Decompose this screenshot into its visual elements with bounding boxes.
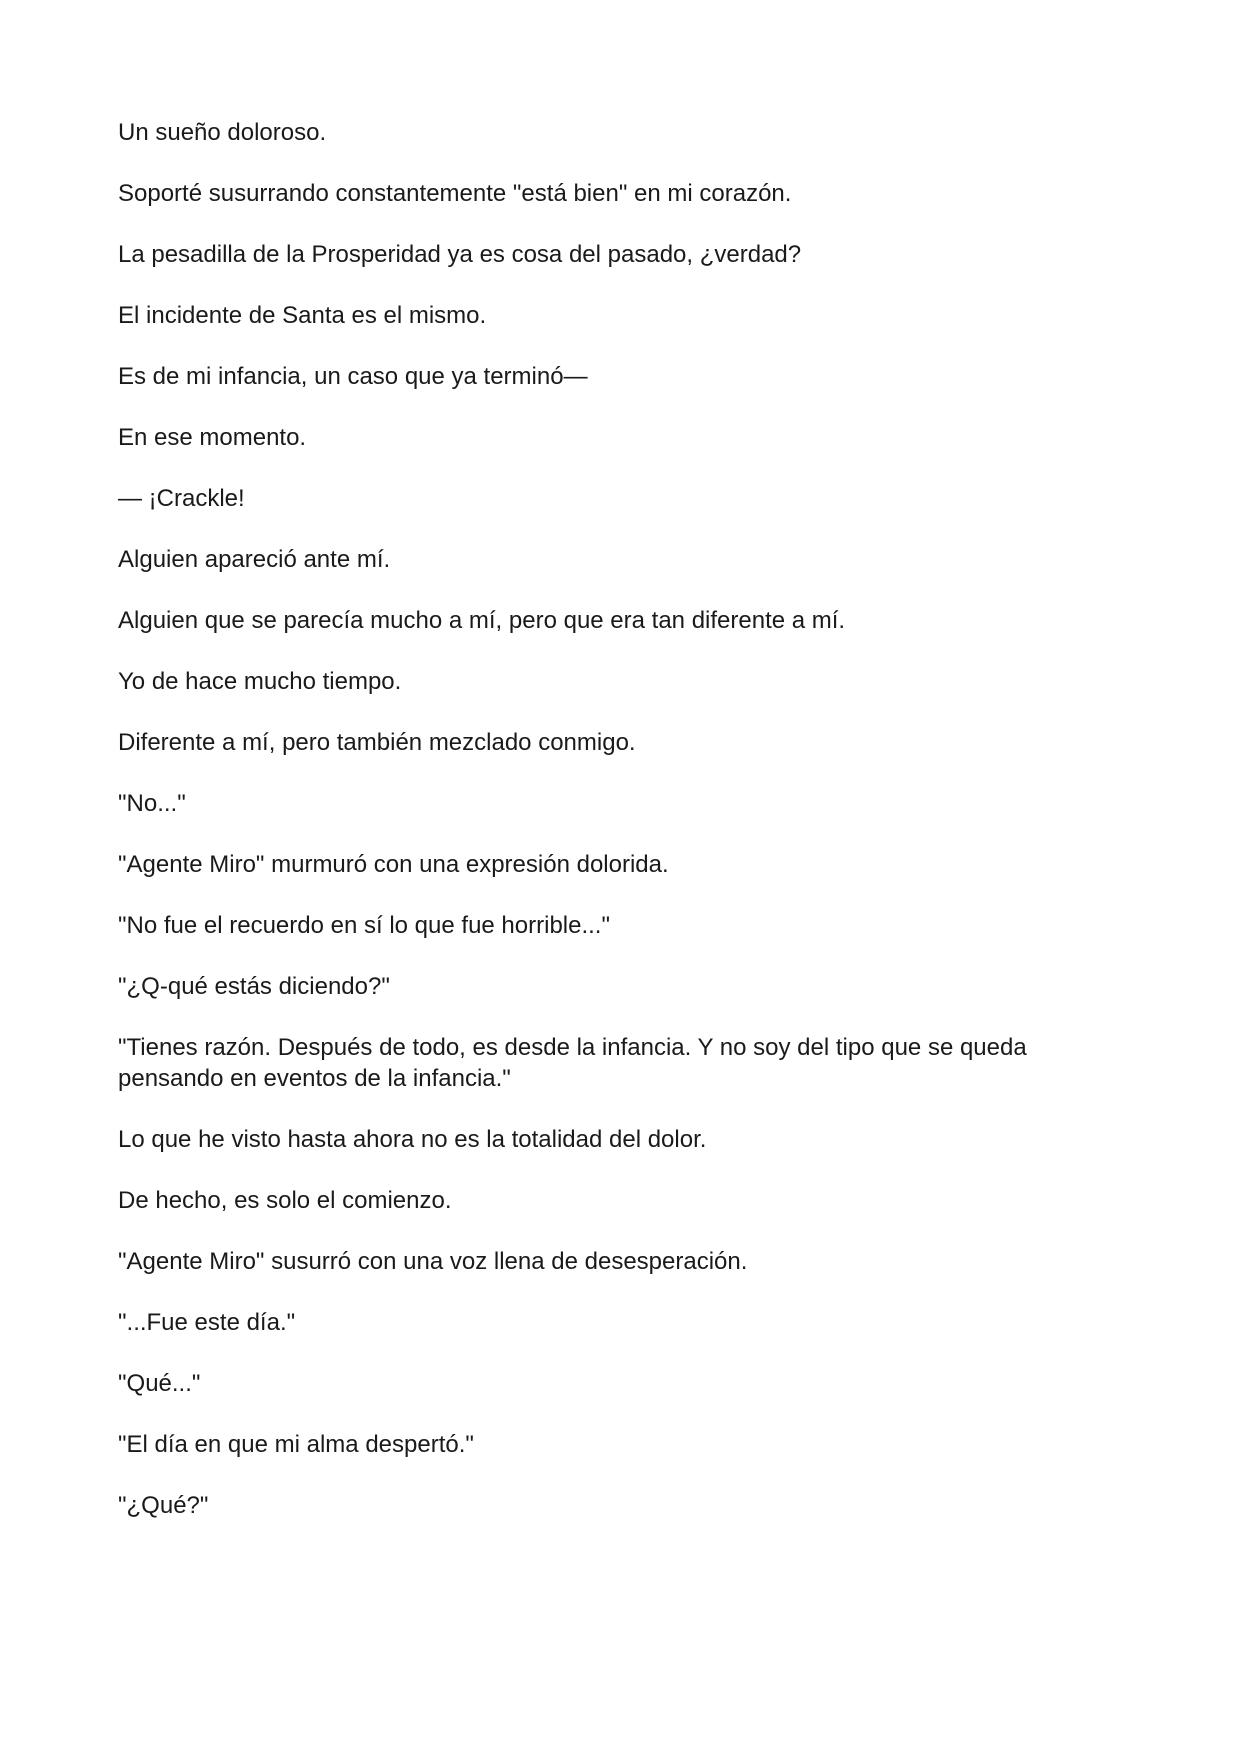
paragraph: "Tienes razón. Después de todo, es desde la infancia. Y no soy del tipo que se queda pensando en eventos de la infancia." (118, 1034, 1027, 1092)
paragraph: "Agente Miro" murmuró con una expresión dolorida. (118, 851, 669, 878)
paragraph: Un sueño doloroso. (118, 119, 327, 146)
paragraph: "El día en que mi alma despertó." (118, 1431, 474, 1458)
paragraph: El incidente de Santa es el mismo. (118, 302, 487, 329)
paragraph: "No..." (118, 790, 186, 817)
paragraph: "Agente Miro" susurró con una voz llena de desesperación. (118, 1248, 748, 1275)
paragraph: La pesadilla de la Prosperidad ya es cosa del pasado, ¿verdad? (118, 241, 802, 268)
paragraph: De hecho, es solo el comienzo. (118, 1187, 452, 1214)
paragraph: — ¡Crackle! (118, 485, 245, 512)
paragraph: Alguien apareció ante mí. (118, 546, 391, 573)
paragraph: "¿Q-qué estás diciendo?" (118, 973, 390, 1000)
paragraph: Es de mi infancia, un caso que ya terminó— (118, 363, 588, 390)
body-text (118, 117, 1138, 1551)
paragraph: "...Fue este día." (118, 1309, 296, 1336)
paragraph: "Qué..." (118, 1370, 201, 1397)
paragraph: "No fue el recuerdo en sí lo que fue horrible..." (118, 912, 610, 939)
paragraph: Soporté susurrando constantemente "está bien" en mi corazón. (118, 180, 792, 207)
paragraph: Lo que he visto hasta ahora no es la totalidad del dolor. (118, 1126, 707, 1153)
paragraph: Alguien que se parecía mucho a mí, pero que era tan diferente a mí. (118, 607, 846, 634)
paragraph: Diferente a mí, pero también mezclado conmigo. (118, 729, 636, 756)
paragraph: En ese momento. (118, 424, 307, 451)
paragraph: Yo de hace mucho tiempo. (118, 668, 402, 695)
paragraph: "¿Qué?" (118, 1492, 209, 1519)
